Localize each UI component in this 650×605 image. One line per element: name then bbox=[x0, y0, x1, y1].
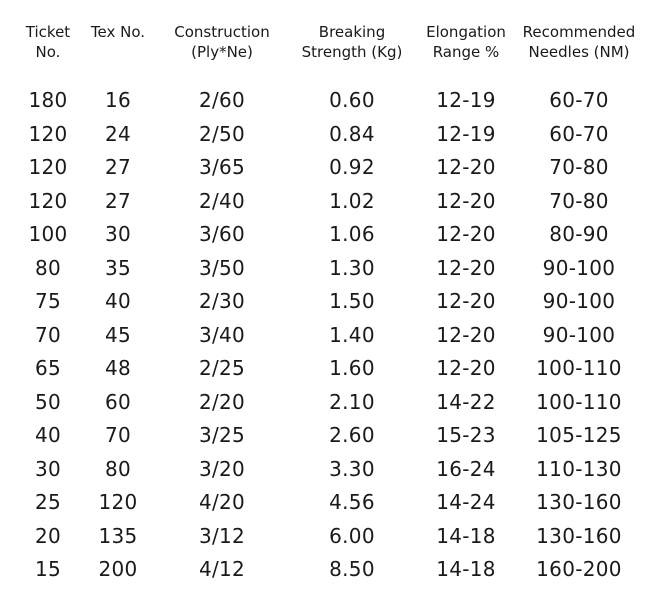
tex-no-cell: 27 bbox=[104, 188, 132, 213]
elongation-range-cell: 14-24 bbox=[436, 490, 496, 514]
construction-cell: 2/20 bbox=[198, 389, 246, 414]
tex-no-cell: 16 bbox=[104, 88, 132, 112]
elongation-range-cell: 14-18 bbox=[436, 523, 496, 548]
recommended-needles-cell: 130-160 bbox=[536, 490, 622, 514]
thread-spec-table bbox=[12, 22, 638, 587]
breaking-strength-cell: 0.84 bbox=[329, 121, 375, 146]
table-row bbox=[12, 386, 638, 420]
table-row bbox=[12, 185, 638, 219]
table-row bbox=[12, 285, 638, 319]
elongation-range-cell: 14-22 bbox=[436, 389, 496, 414]
header-line: Construction bbox=[174, 23, 270, 41]
recommended-needles-cell: 90-100 bbox=[542, 322, 616, 347]
recommended-needles-cell: 110-130 bbox=[536, 456, 622, 481]
recommended-needles-cell: 100-110 bbox=[536, 356, 622, 380]
tex-no-cell: 24 bbox=[104, 121, 132, 146]
tex-no-cell: 40 bbox=[104, 289, 132, 313]
recommended-needles-cell: 90-100 bbox=[542, 255, 616, 280]
header-tex-no bbox=[84, 22, 152, 84]
recommended-needles-cell: 60-70 bbox=[549, 88, 609, 112]
header-construction bbox=[152, 22, 292, 84]
ticket-no-cell: 100 bbox=[28, 222, 68, 246]
ticket-no-cell: 75 bbox=[34, 289, 62, 313]
header-ticket-no bbox=[12, 22, 84, 84]
breaking-strength-cell: 8.50 bbox=[329, 557, 375, 581]
header-line: Strength (Kg) bbox=[301, 43, 403, 61]
recommended-needles-cell: 60-70 bbox=[549, 121, 609, 146]
construction-cell: 2/60 bbox=[198, 88, 246, 112]
breaking-strength-cell: 0.60 bbox=[329, 88, 375, 112]
breaking-strength-cell: 4.56 bbox=[329, 490, 375, 514]
tex-no-cell: 45 bbox=[104, 322, 132, 347]
header-line: Range % bbox=[432, 43, 500, 61]
ticket-no-cell: 80 bbox=[34, 255, 62, 280]
elongation-range-cell: 15-23 bbox=[436, 423, 496, 447]
tex-no-cell: 48 bbox=[104, 356, 132, 380]
header-line: Elongation bbox=[426, 23, 506, 41]
table-row bbox=[12, 319, 638, 353]
recommended-needles-cell: 105-125 bbox=[536, 423, 622, 447]
elongation-range-cell: 12-19 bbox=[436, 88, 496, 112]
table-row bbox=[12, 419, 638, 453]
recommended-needles-cell: 160-200 bbox=[536, 557, 622, 581]
elongation-range-cell: 12-20 bbox=[436, 222, 496, 246]
table-row bbox=[12, 118, 638, 152]
table-row bbox=[12, 352, 638, 386]
header-line: Tex No. bbox=[90, 23, 146, 41]
recommended-needles-cell: 100-110 bbox=[536, 389, 622, 414]
tex-no-cell: 35 bbox=[104, 255, 132, 280]
construction-cell: 2/25 bbox=[198, 356, 246, 380]
construction-cell: 4/12 bbox=[198, 557, 246, 581]
ticket-no-cell: 25 bbox=[34, 490, 62, 514]
elongation-range-cell: 12-20 bbox=[436, 188, 496, 213]
breaking-strength-cell: 2.10 bbox=[329, 389, 375, 414]
construction-cell: 3/40 bbox=[198, 322, 246, 347]
construction-cell: 3/25 bbox=[198, 423, 246, 447]
recommended-needles-cell: 90-100 bbox=[542, 289, 616, 313]
header-line: (Ply*Ne) bbox=[191, 43, 253, 61]
recommended-needles-cell: 80-90 bbox=[549, 222, 609, 246]
tex-no-cell: 27 bbox=[104, 155, 132, 179]
breaking-strength-cell: 1.06 bbox=[329, 222, 375, 246]
table-row bbox=[12, 151, 638, 185]
header-breaking-strength bbox=[292, 22, 412, 84]
construction-cell: 3/50 bbox=[198, 255, 246, 280]
ticket-no-cell: 120 bbox=[28, 188, 68, 213]
elongation-range-cell: 12-20 bbox=[436, 155, 496, 179]
ticket-no-cell: 65 bbox=[34, 356, 62, 380]
table-row bbox=[12, 453, 638, 487]
header-line: Breaking bbox=[318, 23, 386, 41]
construction-cell: 4/20 bbox=[198, 490, 246, 514]
header-recommended-needles bbox=[520, 22, 638, 84]
table-row bbox=[12, 252, 638, 286]
tex-no-cell: 80 bbox=[104, 456, 132, 481]
breaking-strength-cell: 1.02 bbox=[329, 188, 375, 213]
ticket-no-cell: 120 bbox=[28, 155, 68, 179]
table-body bbox=[12, 84, 638, 587]
ticket-no-cell: 70 bbox=[34, 322, 62, 347]
breaking-strength-cell: 3.30 bbox=[329, 456, 375, 481]
elongation-range-cell: 12-19 bbox=[436, 121, 496, 146]
breaking-strength-cell: 1.30 bbox=[329, 255, 375, 280]
header-elongation-range bbox=[412, 22, 520, 84]
ticket-no-cell: 30 bbox=[34, 456, 62, 481]
elongation-range-cell: 12-20 bbox=[436, 356, 496, 380]
table-row bbox=[12, 218, 638, 252]
header-line: Recommended bbox=[522, 23, 636, 41]
construction-cell: 3/12 bbox=[198, 523, 246, 548]
construction-cell: 3/65 bbox=[198, 155, 246, 179]
ticket-no-cell: 120 bbox=[28, 121, 68, 146]
recommended-needles-cell: 70-80 bbox=[549, 155, 609, 179]
breaking-strength-cell: 1.40 bbox=[329, 322, 375, 347]
breaking-strength-cell: 0.92 bbox=[329, 155, 375, 179]
breaking-strength-cell: 1.50 bbox=[329, 289, 375, 313]
construction-cell: 3/60 bbox=[198, 222, 246, 246]
ticket-no-cell: 180 bbox=[28, 88, 68, 112]
table-row bbox=[12, 553, 638, 587]
elongation-range-cell: 12-20 bbox=[436, 289, 496, 313]
table-row bbox=[12, 486, 638, 520]
breaking-strength-cell: 6.00 bbox=[329, 523, 375, 548]
header-line: Ticket bbox=[25, 23, 71, 41]
tex-no-cell: 135 bbox=[98, 523, 138, 548]
elongation-range-cell: 14-18 bbox=[436, 557, 496, 581]
construction-cell: 2/40 bbox=[198, 188, 246, 213]
construction-cell: 2/30 bbox=[198, 289, 246, 313]
ticket-no-cell: 20 bbox=[34, 523, 62, 548]
table-row bbox=[12, 84, 638, 118]
ticket-no-cell: 50 bbox=[34, 389, 62, 414]
recommended-needles-cell: 130-160 bbox=[536, 523, 622, 548]
header-row bbox=[12, 22, 638, 84]
header-line: No. bbox=[35, 43, 61, 61]
construction-cell: 3/20 bbox=[198, 456, 246, 481]
elongation-range-cell: 12-20 bbox=[436, 322, 496, 347]
tex-no-cell: 120 bbox=[98, 490, 138, 514]
breaking-strength-cell: 1.60 bbox=[329, 356, 375, 380]
tex-no-cell: 60 bbox=[104, 389, 132, 414]
breaking-strength-cell: 2.60 bbox=[329, 423, 375, 447]
elongation-range-cell: 12-20 bbox=[436, 255, 496, 280]
recommended-needles-cell: 70-80 bbox=[549, 188, 609, 213]
tex-no-cell: 70 bbox=[104, 423, 132, 447]
construction-cell: 2/50 bbox=[198, 121, 246, 146]
header-line: Needles (NM) bbox=[528, 43, 630, 61]
tex-no-cell: 200 bbox=[98, 557, 138, 581]
ticket-no-cell: 15 bbox=[34, 557, 62, 581]
ticket-no-cell: 40 bbox=[34, 423, 62, 447]
tex-no-cell: 30 bbox=[104, 222, 132, 246]
elongation-range-cell: 16-24 bbox=[436, 456, 496, 481]
table-row bbox=[12, 520, 638, 554]
thread-spec-table-container bbox=[12, 22, 638, 587]
